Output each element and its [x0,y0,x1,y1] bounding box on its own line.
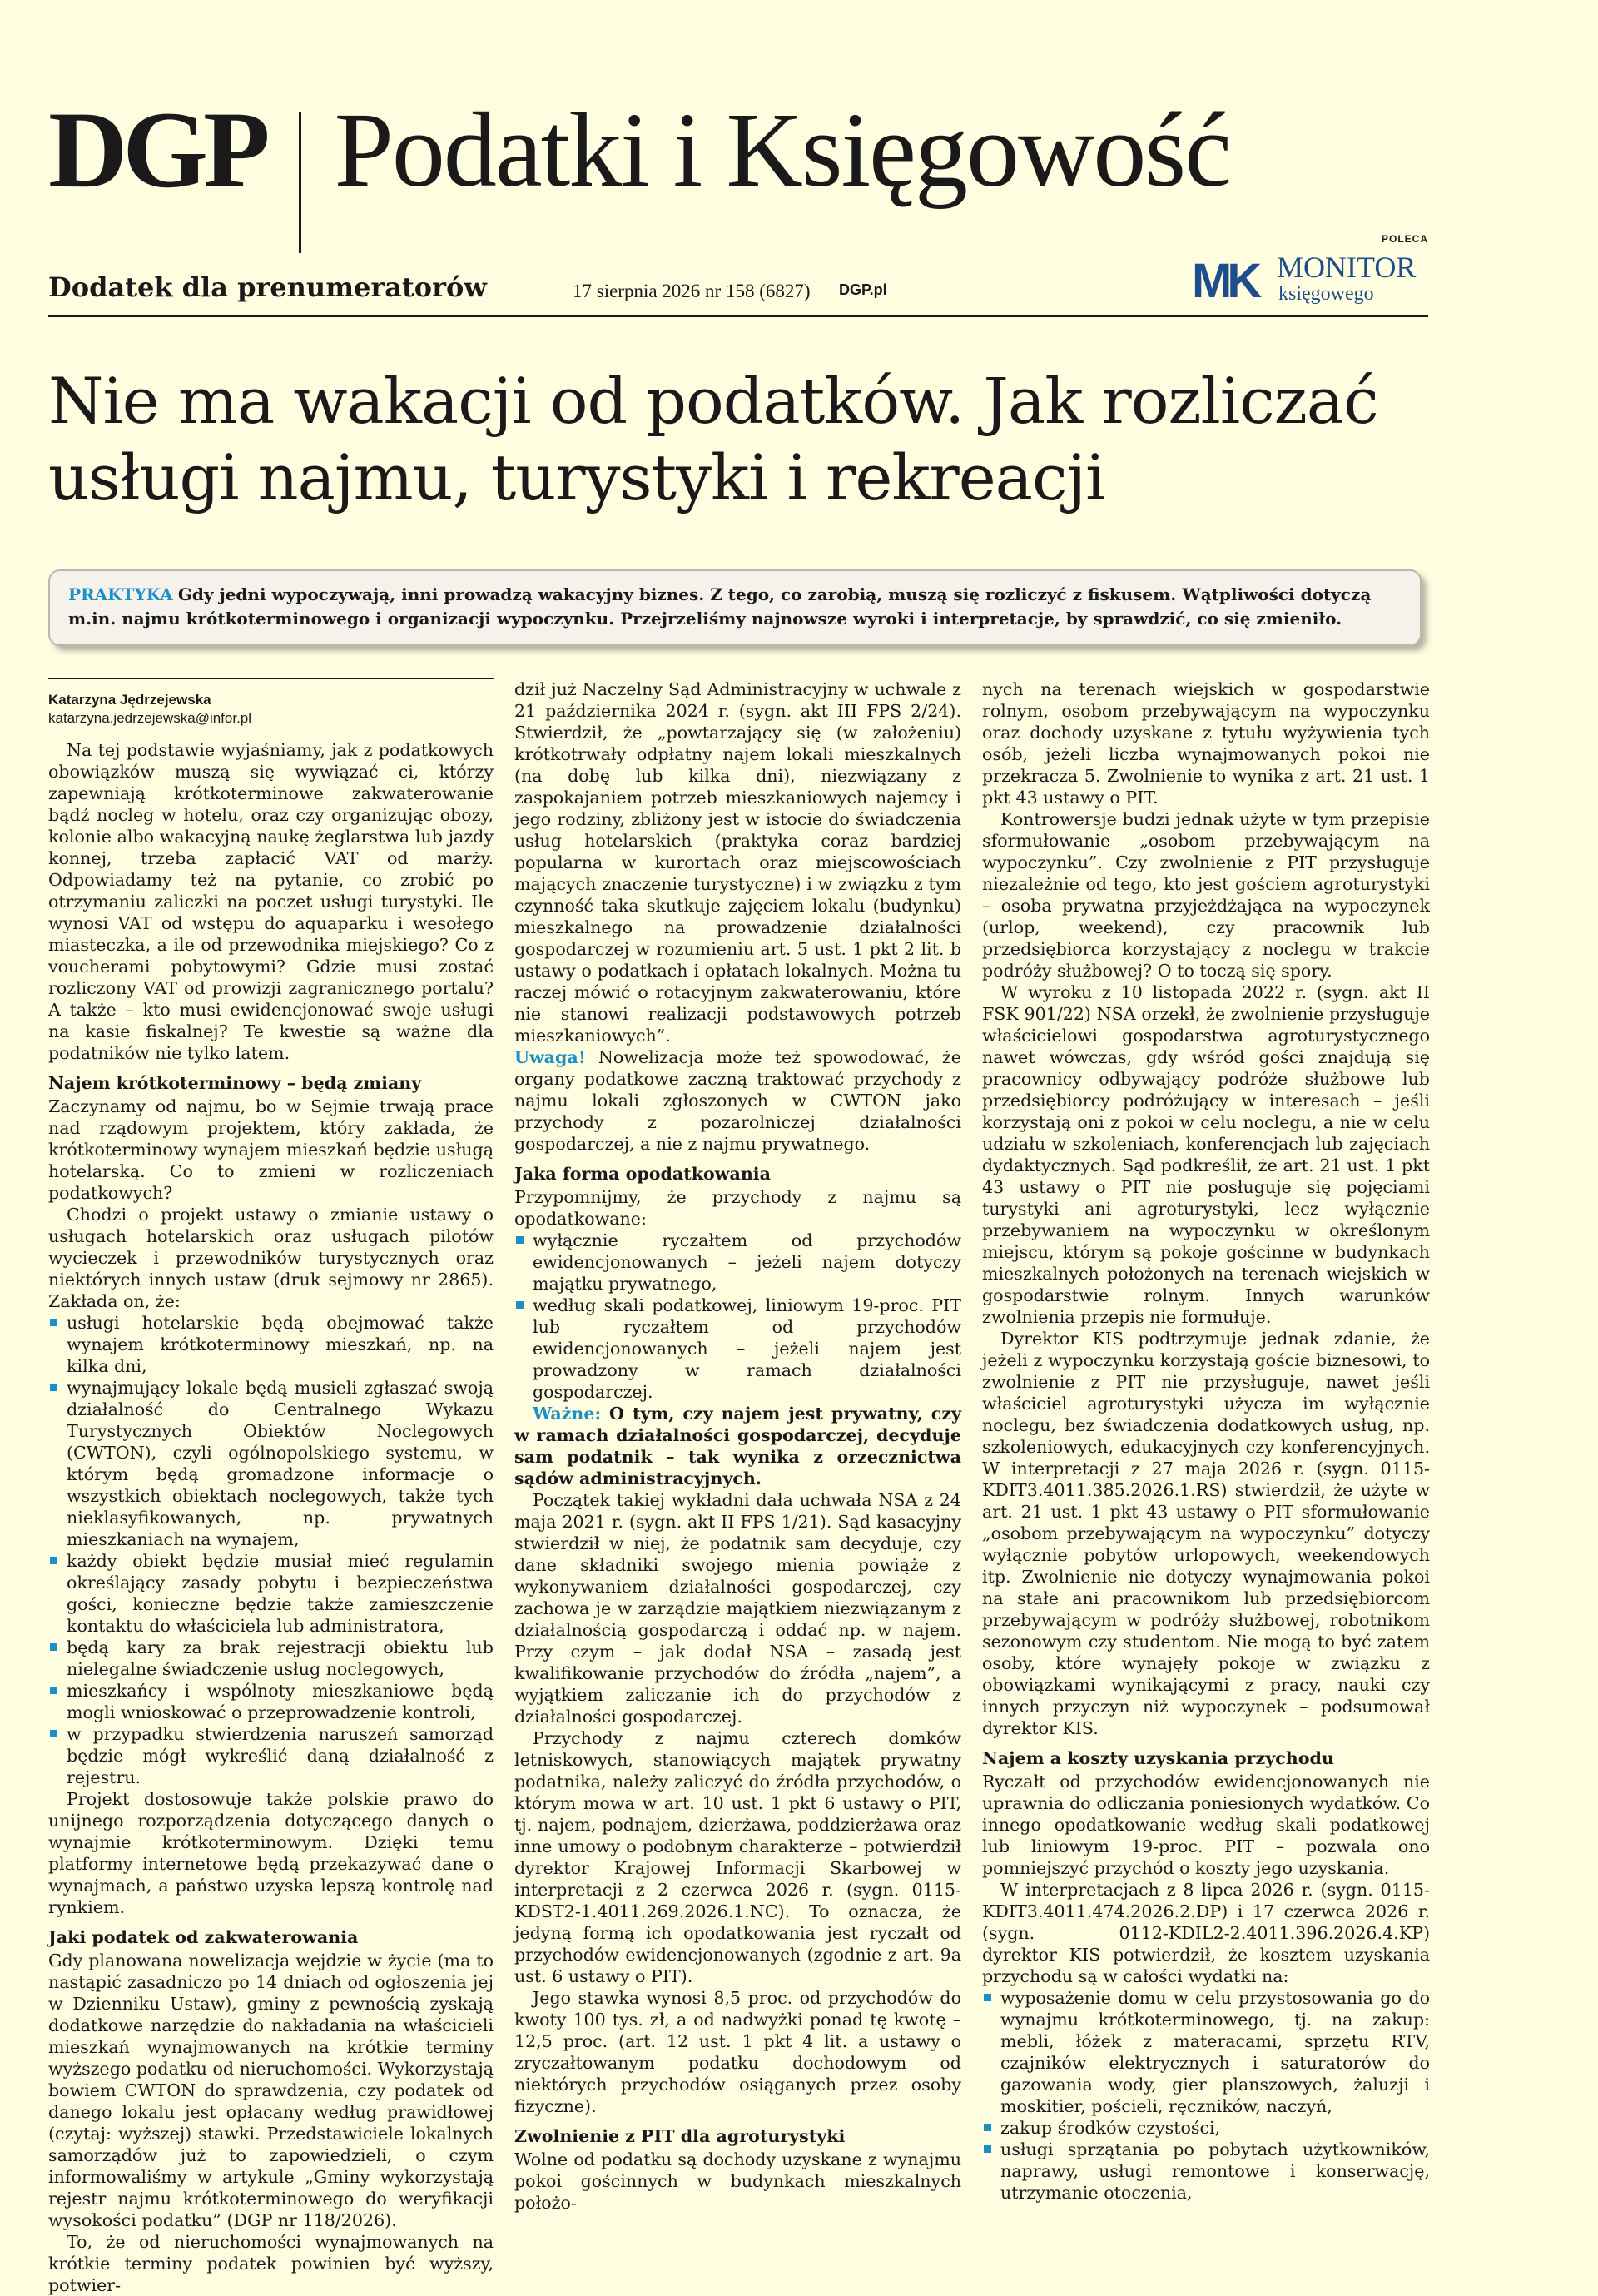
section-title: Podatki i Księgowość [334,91,1231,209]
note-label: Uwaga! [514,1047,586,1067]
bullet-list [982,1987,1430,2204]
list-item: zakup środków czystości, [982,2117,1430,2139]
masthead-divider [299,112,301,253]
site-link[interactable]: DGP.pl [839,281,887,298]
section-heading: Najem a koszty uzyskania przychodu [982,1748,1334,1768]
author-email[interactable]: katarzyna.jedrzejewska@infor.pl [48,710,252,726]
section-heading: Jaka forma opodatkowania [514,1164,771,1184]
section-heading: Jaki podatek od zakwaterowania [48,1927,359,1947]
column-2 [514,678,961,2214]
paragraph: Zaczynamy od najmu, bo w Sejmie trwają prace nad rządowym projektem, który zakłada, że krótkoterminowy wynajem mieszkań będzie usługą hotelarską. Co to zmieni w rozliczeniach podatkowych? [48,1096,494,1203]
paragraph: Jego stawka wynosi 8,5 proc. od przychodów do kwoty 100 tys. zł, a od nadwyżki ponad tę kwotę – 12,5 proc. (art. 12 ust. 1 pkt 4 lit. a ustawy o zryczałtowanym podatku dochodowym od niektórych przychodów osiąganych przez osoby fizyczne). [514,1988,961,2116]
paragraph: Kontrowersje budzi jednak użyte w tym przepisie sformułowanie „osobom przebywającym na wypoczynku”. Czy zwolnienie z PIT przysługuje niezależnie od tego, kto jest gościem agroturystyki – osoba prywatna przyjeżdżająca na wypoczynek (urlop, weekend), czy pracownik lub przedsiębiorca korzystający z noclegu w trakcie podróży służbowej? O to toczą się spory. [982,809,1430,981]
list-item: mieszkańcy i wspólnoty mieszkaniowe będą mogli wnioskować o przeprowadzenie kontroli, [48,1680,494,1723]
partner-subname: księgowego [1278,283,1374,305]
partner-recommends: POLECA [1381,233,1428,245]
list-item: wynajmujący lokale będą musieli zgłaszać swoją działalność do Centralnego Wykazu Turystycznych Obiektów Noclegowych (CWTON), czyli ogólnopolskiego systemu, w którym będą gromadzone informacje o wszystkich obiektach noclegowych, także tych nieklasyfikowanych, np. prywatnych mieszkaniach na wynajem, [48,1377,494,1550]
paragraph: nych na terenach wiejskich w gospodarstwie rolnym, osobom przebywającym na wypoczynku oraz dochody uzyskane z tytułu wyżywienia tych osób, jeżeli liczba wynajmowanych pokoi nie przekracza 5. Zwolnienie to wynika z art. 21 ust. 1 pkt 43 ustawy o PIT. [982,679,1430,808]
note-text: Nowelizacja może też spowodować, że organy podatkowe zaczną traktować przychody z najmu lokali zgłoszonych w CWTON jako przychody z pozarolniczej działalności gospodarczej, a nie z najmu prywatnego. [514,1047,961,1154]
list-item: wyposażenie domu w celu przystosowania go do wynajmu krótkoterminowego, tj. na zakup: mebli, łóżek z materacami, sprzętu RTV, czajników elektrycznych i saturatorów do gazowania wody, gier planszowych, żaluzji i moskitier, pościeli, ręczników, naczyń, [982,1987,1430,2117]
note-paragraph [514,1046,961,1155]
lead-label: PRAKTYKA [68,584,173,604]
list-item: w przypadku stwierdzenia naruszeń samorząd będzie mógł wykreślić daną działalność z rejestru. [48,1723,494,1788]
list-item: według skali podatkowej, liniowym 19-proc. PIT lub ryczałtem od przychodów ewidencjonowanych – jeżeli najem jest prowadzony w ramach działalności gospodarczej. [514,1295,961,1403]
byline [48,678,494,728]
partner-mark-icon: MK [1192,254,1258,308]
section-heading: Najem krótkoterminowy – będą zmiany [48,1073,422,1093]
column-3 [982,678,1430,2204]
paragraph: Przychody z najmu czterech domków letniskowych, stanowiących majątek prywatny podatnika, należy zaliczyć do źródła przychodów, o którym mowa w art. 10 ust. 1 pkt 6 ustawy o PIT, tj. najem, podnajem, dzierżawa, poddzierżawa oraz inne umowy o podobnym charakterze – potwierdził dyrektor Krajowej Informacji Skarbowej w interpretacji z 2 czerwca 2026 r. (sygn. 0115-KDST2-1.4011.269.2026.1.NC). To oznacza, że jedyną formą ich opodatkowania jest ryczałt od przychodów ewidencjonowanych (zgodnie z art. 9a ust. 6 ustawy o PIT). [514,1728,961,1986]
paragraph: Przypomnijmy, że przychody z najmu są opodatkowane: [514,1187,961,1229]
paragraph: To, że od nieruchomości wynajmowanych na krótkie terminy podatek powinien być wyższy, potwier- [48,2232,494,2295]
article-body [0,678,1598,2295]
list-item: usługi hotelarskie będą obejmować także wynajem krótkoterminowy mieszkań, np. na kilka dni, [48,1312,494,1377]
column-1 [48,678,494,2296]
paragraph: Gdy planowana nowelizacja wejdzie w życie (ma to nastąpić zasadniczo po 14 dniach od ogłoszenia jej w Dzienniku Ustaw), gminy z pewnością zyskają dodatkowe narzędzie do nakładania na właścicieli mieszkań wynajmowanych na krótkie terminy wyższego podatku od nieruchomości. Wykorzystają bowiem CWTON do sprawdzenia, czy podatek od danego lokalu jest opłacany według prawidłowej (czytaj: wyższej) stawki. Przedstawiciele lokalnych samorządów już to zapowiedzieli, o czym informowaliśmy w artykule „Gminy wykorzystają rejestr najmu krótkoterminowego do weryfikacji wysokości podatku” (DGP nr 118/2026). [48,1951,494,2230]
list-item: wyłącznie ryczałtem od przychodów ewidencjonowanych – jeżeli najem dotyczy majątku prywatnego, [514,1230,961,1295]
issue-date: 17 sierpnia 2026 nr 158 (6827) [573,281,811,301]
supplement-label: Dodatek dla prenumeratorów [48,271,487,303]
section-heading: Zwolnienie z PIT dla agroturystyki [514,2126,846,2146]
masthead-titles [48,88,1231,253]
partner-logo[interactable] [1192,233,1430,308]
bullet-list [48,1312,494,1788]
list-item: będą kary za brak rejestracji obiektu lub nielegalne świadczenie usług noclegowych, [48,1637,494,1680]
list-item: usługi sprzątania po pobytach użytkowników, naprawy, usługi remontowe i konserwację, utrzymanie otoczenia, [982,2139,1430,2204]
paragraph: Ryczałt od przychodów ewidencjonowanych nie uprawnia do odliczania poniesionych wydatków. Co innego opodatkowanie według skali podatkowej lub liniowym 19-proc. PIT – pozwala ono pomniejszyć przychód o koszty jego uzyskania. [982,1772,1430,1878]
paragraph: W wyroku z 10 listopada 2022 r. (sygn. akt II FSK 901/22) NSA orzekł, że zwolnienie przysługuje właścicielowi gospodarstwa agroturystycznego nawet wówczas, gdy wśród gości znajdują się pracownicy odbywający podróże służbowe lub przedsiębiorcy podróżujący w interesach – jeśli korzystają oni z pokoi w celu noclegu, a nie w celu udziału w szkoleniach, konferencjach lub zajęciach dydaktycznych. Sąd podkreślił, że art. 21 ust. 1 pkt 43 ustawy o PIT nie posługuje się pojęciami turystyki ani agroturystyki, lecz wyłącznie przebywaniem na wypoczynku w określonym miejscu, którym są pokoje gościnne w budynkach mieszkalnych położonych na terenach wiejskich w gospodarstwie rolnym. Innych warunków zwolnienia przepis nie formułuje. [982,982,1430,1327]
list-item: każdy obiekt będzie musiał mieć regulamin określający zasady pobytu i bezpieczeństwa gości, konieczne będzie także zamieszczenie kontaktu do właściciela lub administratora, [48,1550,494,1637]
article-headline: Nie ma wakacji od podatków. Jak rozliczać usługi najmu, turystyki i rekreacji [48,364,1378,514]
paragraph: Dyrektor KIS podtrzymuje jednak zdanie, że jeżeli z wypoczynku korzystają goście biznesowi, to zwolnienie z PIT nie przysługuje, nawet jeśli właściciel agroturystyki użycza im wyłącznie noclegu, bez świadczenia dodatkowych usług, np. szkoleniowych, edukacyjnych czy konferencyjnych. W interpretacji z 27 maja 2026 r. (sygn. 0115-KDIT3.4011.385.2026.1.RS) stwierdził, że użyte w art. 21 ust. 1 pkt 43 ustawy o PIT sformułowanie „osobom przebywającym na wypoczynku” dotyczy wyłącznie pobytów urlopowych, weekendowych itp. Zwolnienie nie dotyczy wynajmowania pokoi na stałe ani pracownikom lub przedsiębiorcom przebywającym w podróży służbowej, robotnikom sezonowym czy studentom. Nie mogą to być zatem osoby, które wynajęły pokoje w związku z obowiązkami wynikającymi z pracy, nauki czy innych przyczyn niż wypoczynek – podsumował dyrektor KIS. [982,1329,1430,1738]
brand-logo[interactable]: DGP [48,88,266,211]
important-text: O tym, czy najem jest prywatny, czy w ramach działalności gospodarczej, decyduje sam podatnik – tak wynika z orzecznictwa sądów administracyjnych. [514,1404,961,1488]
bullet-list [514,1230,961,1403]
important-callout [514,1403,961,1489]
paragraph: dził już Naczelny Sąd Administracyjny w uchwale z 21 października 2024 r. (sygn. akt III FPS 2/24). Stwierdził, że „powtarzający się (w założeniu) krótkotrwały odpłatny najem lokali mieszkalnych (na dobę lub kilka dni), niezwiązany z zaspokajaniem potrzeb mieszkaniowych najemcy i jego rodziny, zbliżony jest w istocie do świadczenia usług hotelarskich (praktyka coraz bardziej popularna w kurortach oraz miejscowościach mających znaczenie turystyczne) i w związku z tym czynność taka skutkuje zajęciem lokalu (budynku) mieszkalnego na prowadzenie działalności gospodarczej w rozumieniu art. 5 ust. 1 pkt 2 lit. b ustawy o podatkach i opłatach lokalnych. Można tu raczej mówić o rotacyjnym zakwaterowaniu, które nie stanowi realizacji podstawowych potrzeb mieszkaniowych”. [514,679,961,1046]
author-name: Katarzyna Jędrzejewska [48,692,211,708]
paragraph: Wolne od podatku są dochody uzyskane z wynajmu pokoi gościnnych w budynkach mieszkalnych położo- [514,2149,961,2213]
lead-box [48,569,1422,646]
lead-text: Gdy jedni wypoczywają, inni prowadzą wakacyjny biznes. Z tego, co zarobią, muszą się rozliczyć z fiskusem. Wątpliwości dotyczą m.in. najmu krótkoterminowego i organizacji wypoczynku. Przejrzeliśmy najnowsze wyroki i interpretacje, by sprawdzić, co się zmieniło. [68,584,1372,629]
paragraph: Projekt dostosowuje także polskie prawo do unijnego rozporządzenia dotyczącego danych o wynajmie krótkoterminowym. Dzięki temu platformy internetowe będą przekazywać dane o wynajmach, a państwo uzyska lepszą kontrolę nad rynkiem. [48,1789,494,1917]
important-label: Ważne: [533,1404,602,1424]
partner-name: MONITOR [1277,251,1417,284]
paragraph: Początek takiej wykładni dała uchwała NSA z 24 maja 2021 r. (sygn. akt II FPS 1/21). Sąd kasacyjny stwierdził w niej, że podatnik sam decyduje, czy dane składniki swojego mienia powiąże z wykonywaniem działalności gospodarczej, czy zachowa je w zarządzie majątkiem niezwiązanym z działalnością gospodarczą i oddać np. w najem. Przy czym – jak dodał NSA – zasadą jest kwalifikowanie przychodów do źródła „najem”, a wyjątkiem zaliczanie ich do przychodów z działalności gospodarczej. [514,1490,961,1727]
paragraph: Chodzi o projekt ustawy o zmianie ustawy o usługach hotelarskich oraz usługach pilotów wycieczek i przewodników turystycznych oraz niektórych innych ustaw (druk sejmowy nr 2865). Zakłada on, że: [48,1205,494,1311]
paragraph: Na tej podstawie wyjaśniamy, jak z podatkowych obowiązków muszą się wywiązać ci, którzy zapewniają krótkoterminowe zakwaterowanie bądź nocleg w hotelu, oraz czy organizując obozy, kolonie albo wakacyjną naukę żeglarstwa lub jazdy konnej, trzeba zapłacić VAT od marży. Odpowiadamy też na pytanie, co zrobić po otrzymaniu zaliczki na poczet usługi turystyki. Ile wynosi VAT od wstępu do aquaparku i wesołego miasteczka, a ile od przewodnika miejskiego? Co z voucherami pobytowymi? Gdzie musi zostać rozliczony VAT od prowizji zagranicznego portalu? A także – kto musi ewidencjonować swoje usługi na kasie fiskalnej? Te kwestie są ważne dla podatników nie tylko latem. [48,740,494,1063]
paragraph: W interpretacjach z 8 lipca 2026 r. (sygn. 0115-KDIT3.4011.474.2026.2.DP) i 17 czerwca 2026 r. (sygn. 0112-KDIL2-2.4011.396.2026.4.KP) dyrektor KIS potwierdził, że kosztem uzyskania przychodu są w całości wydatki na: [982,1880,1430,1986]
